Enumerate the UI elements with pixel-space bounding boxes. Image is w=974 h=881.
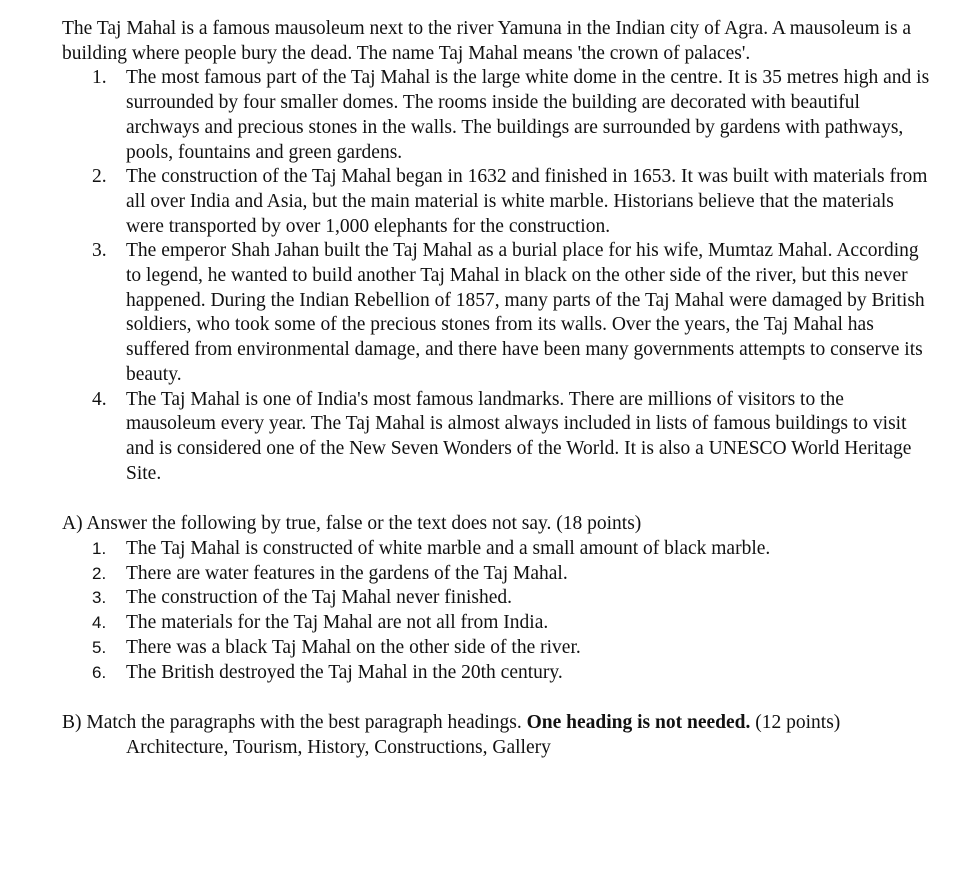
intro-paragraph: The Taj Mahal is a famous mausoleum next to the river Yamuna in the Indian city of Agra. A mausoleum is a building where people bury the dead. The name Taj Mahal means 'the crown of palaces'. — [62, 18, 912, 64]
paragraph-item-4 — [62, 388, 934, 487]
paragraph-text: The Taj Mahal is one of India's most famous landmarks. There are millions of visitors to the mausoleum every year. The Taj Mahal is almost always included in lists of famous buildings to visit and is considered one of the New Seven Wonders of the World. It is also a UNESCO World Heritage Site. — [126, 388, 912, 484]
paragraph-number: 4. — [92, 388, 107, 410]
section-b — [62, 711, 934, 760]
question-item-4 — [62, 611, 934, 636]
question-item-2 — [62, 562, 934, 587]
question-number: 5. — [92, 637, 107, 657]
question-text: There are water features in the gardens of the Taj Mahal. — [126, 562, 568, 584]
question-item-1 — [62, 537, 934, 562]
question-number: 4. — [92, 613, 107, 633]
paragraph-item-3 — [62, 239, 934, 387]
question-text: The construction of the Taj Mahal never finished. — [126, 587, 512, 609]
paragraph-text: The construction of the Taj Mahal began in 1632 and finished in 1653. It was built with materials from all over India and Asia, but the main material is white marble. Historians believe that the materials were transported by over 1,000 elephants for the construction. — [126, 166, 928, 237]
paragraph-item-1 — [62, 66, 934, 165]
question-list — [62, 537, 934, 685]
paragraph-list — [62, 66, 934, 486]
paragraph-number: 3. — [92, 240, 107, 262]
question-number: 1. — [92, 539, 107, 559]
question-number: 3. — [92, 588, 107, 608]
paragraph-number: 1. — [92, 67, 107, 89]
question-number: 6. — [92, 662, 107, 682]
section-b-title-bold: One heading is not needed. — [526, 712, 751, 734]
paragraph-item-2 — [62, 165, 934, 239]
question-number: 2. — [92, 563, 107, 583]
paragraph-text: The most famous part of the Taj Mahal is the large white dome in the centre. It is 35 metres high and is surrounded by four smaller domes. The rooms inside the building are decorated with beautiful archways and precious stones in the walls. The buildings are surrounded by gardens with pathways, pools, fountains and green gardens. — [126, 67, 930, 163]
question-text: The materials for the Taj Mahal are not all from India. — [126, 612, 549, 634]
question-text: The Taj Mahal is constructed of white marble and a small amount of black marble. — [126, 538, 771, 560]
question-text: There was a black Taj Mahal on the other side of the river. — [126, 636, 581, 658]
question-item-6 — [62, 661, 934, 686]
heading-options: Architecture, Tourism, History, Constructions, Gallery — [126, 736, 551, 758]
question-item-3 — [62, 586, 934, 611]
paragraph-number: 2. — [92, 166, 107, 188]
section-a — [62, 512, 934, 685]
question-item-5 — [62, 636, 934, 661]
section-b-title — [62, 711, 934, 736]
paragraph-text: The emperor Shah Jahan built the Taj Mahal as a burial place for his wife, Mumtaz Mahal. According to legend, he wanted to build another Taj Mahal in black on the other side of the river, but this never happened. During the Indian Rebellion of 1857, many parts of the Taj Mahal were damaged by British soldiers, who took some of the precious stones from its walls. Over the years, the Taj Mahal has suffered from environmental damage, and there have been many governments attempts to conserve its beauty. — [126, 240, 925, 385]
section-b-title-end: (12 points) — [750, 712, 841, 734]
question-text: The British destroyed the Taj Mahal in the 20th century. — [126, 661, 563, 683]
section-a-title: A) Answer the following by true, false or the text does not say. (18 points) — [62, 513, 642, 535]
section-b-title-start: B) Match the paragraphs with the best paragraph headings. — [62, 712, 527, 734]
